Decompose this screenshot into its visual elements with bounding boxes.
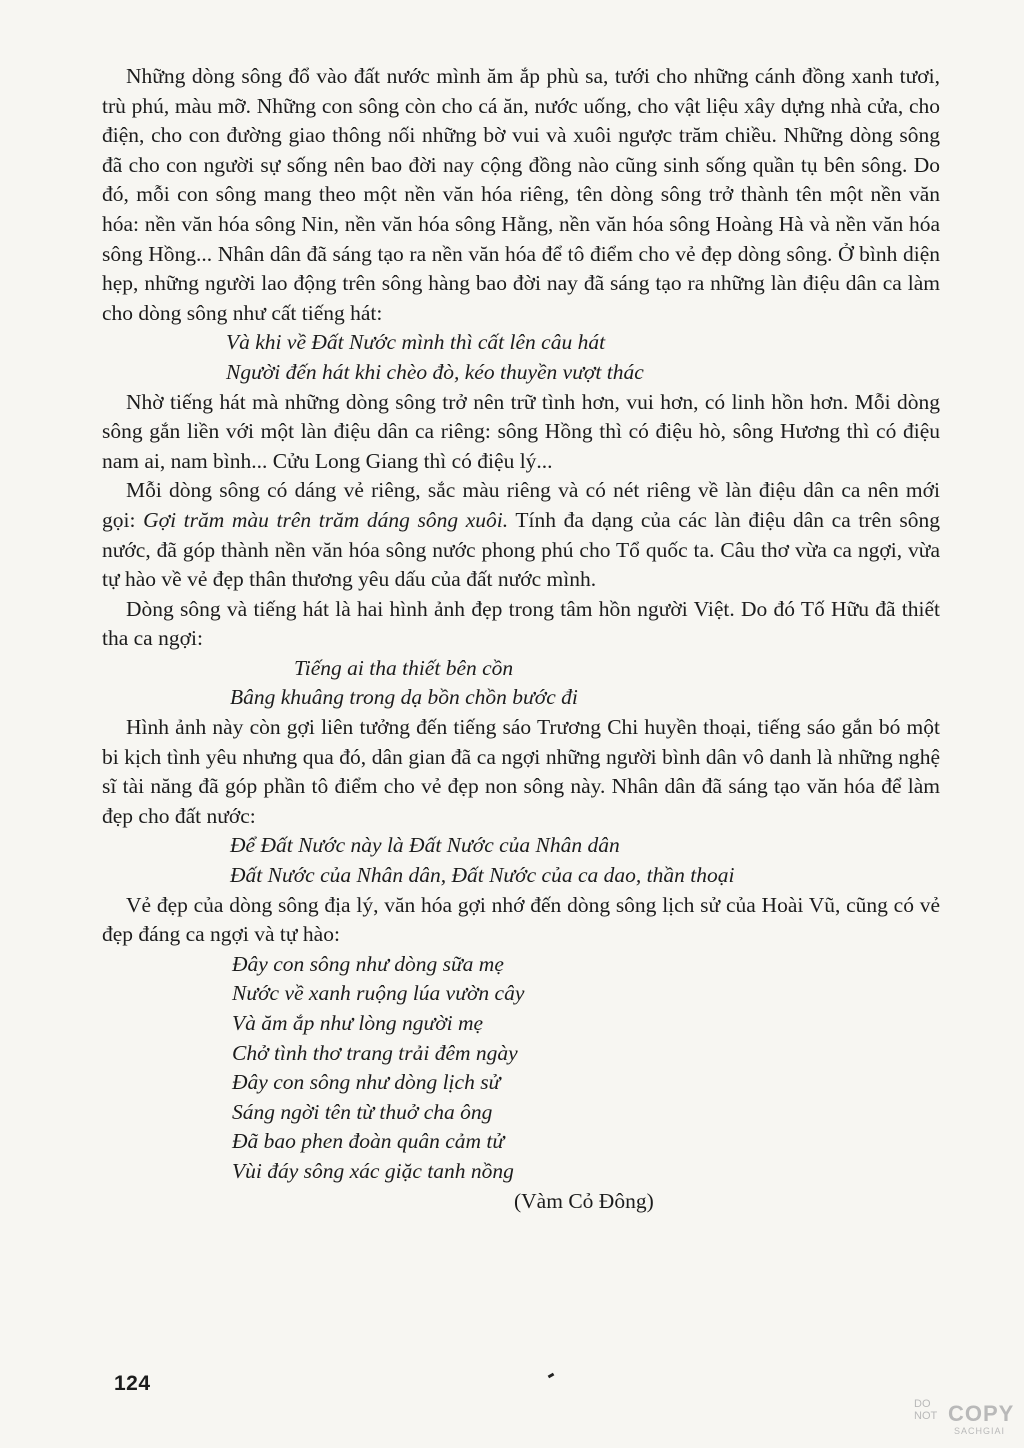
paragraph [102, 476, 940, 594]
poem-line: Vùi đáy sông xác giặc tanh nồng [232, 1158, 514, 1183]
page-number: 124 [114, 1372, 151, 1395]
watermark-text: NOT [914, 1410, 938, 1422]
watermark [914, 1398, 1015, 1442]
verse-line: Đất Nước của Nhân dân, Đất Nước của ca dao, thần thoại [230, 863, 735, 888]
paragraph: Nhờ tiếng hát mà những dòng sông trở nên trữ tình hơn, vui hơn, có linh hồn hơn. Mỗi dòng sông gắn liền với một làn điệu dân ca riêng: sông Hồng thì có điệu hò, sông Hương thì có điệu nam ai, nam bình... Cửu Long Giang thì có điệu lý... [102, 389, 940, 473]
poem [102, 950, 940, 1187]
verse-line: Bâng khuâng trong dạ bồn chồn bước đi [230, 685, 578, 710]
paragraph: Những dòng sông đổ vào đất nước mình ăm ắp phù sa, tưới cho những cánh đồng xanh tươi, trù phú, màu mỡ. Những con sông còn cho cá ăn, nước uống, cho vật liệu xây dựng nhà cửa, cho điện, cho con đường giao thông nối những bờ vui và xuôi ngược trăm chiều. Những dòng sông đã cho con người sự sống nên bao đời nay cộng đồng nào cũng sinh sống quần tụ bên sông. Do đó, mỗi con sông mang theo một nền văn hóa riêng, tên dòng sông trở thành tên một nền văn hóa: nền văn hóa sông Nin, nền văn hóa sông Hằng, nền văn hóa sông Hoàng Hà và nền văn hóa sông Hồng... Nhân dân đã sáng tạo ra nền văn hóa để tô điểm cho vẻ đẹp dòng sông. Ở bình diện hẹp, những người lao động trên sông hàng bao đời nay đã sáng tạo ra những làn điệu dân ca làm cho dòng sông như cất tiếng hát: [102, 64, 940, 325]
poem-line: Nước về xanh ruộng lúa vườn cây [232, 981, 525, 1006]
poem-line: Và ăm ắp như lòng người mẹ [232, 1011, 484, 1035]
paragraph: Hình ảnh này còn gợi liên tưởng đến tiếng sáo Trương Chi huyền thoại, tiếng sáo gắn bó một bi kịch tình yêu nhưng qua đó, dân gian đã ca ngợi những người bình dân vô danh là những nghệ sĩ tài năng đã góp phần tô điểm cho vẻ đẹp non sông này. Nhân dân đã sáng tạo văn hóa để làm đẹp cho đất nước: [102, 715, 940, 828]
poem-line: Đây con sông như dòng lịch sử [232, 1070, 501, 1095]
paragraph: Dòng sông và tiếng hát là hai hình ảnh đẹp trong tâm hồn người Việt. Do đó Tố Hữu đã thiết tha ca ngợi: [102, 596, 940, 651]
paragraph-text: Tính đa dạng của các làn điệu dân ca trên sông nước, đã góp thành nền văn hóa sông nước phong phú cho Tổ quốc ta. Câu thơ vừa ca ngợi, vừa tự hào về vẻ đẹp thân thương yêu dấu của đất nước mình. [102, 507, 940, 592]
paragraph: Vẻ đẹp của dòng sông địa lý, văn hóa gợi nhớ đến dòng sông lịch sử của Hoài Vũ, cũng có vẻ đẹp đáng ca ngợi và tự hào: [102, 892, 940, 947]
poem-source: (Vàm Cỏ Đông) [514, 1188, 654, 1213]
verse-line: Tiếng ai tha thiết bên cồn [294, 655, 514, 680]
verse-line: Và khi về Đất Nước mình thì cất lên câu hát [226, 330, 606, 355]
poem-line: Chở tình thơ trang trải đêm ngày [232, 1040, 518, 1065]
ink-mark [548, 1373, 555, 1379]
poem-line: Đây con sông như dòng sữa mẹ [232, 951, 504, 976]
watermark-text: DO [914, 1398, 931, 1410]
watermark-text: COPY [948, 1401, 1015, 1426]
watermark-text: SACHGIAI [954, 1426, 1006, 1436]
poem-line: Sáng ngời tên từ thuở cha ông [232, 1099, 493, 1124]
paragraph-text: Mỗi dòng sông có dáng vẻ riêng, sắc màu riêng và có nét riêng về làn điệu dân ca nên mới gọi: [102, 478, 940, 532]
poem-line: Đã bao phen đoàn quân cảm tử [232, 1129, 505, 1154]
page-body [102, 62, 940, 1216]
quoted-verse: Gợi trăm màu trên trăm dáng sông xuôi. [143, 507, 509, 532]
verse-line: Người đến hát khi chèo đò, kéo thuyền vượt thác [226, 359, 644, 384]
verse-line: Để Đất Nước này là Đất Nước của Nhân dân [230, 833, 620, 858]
